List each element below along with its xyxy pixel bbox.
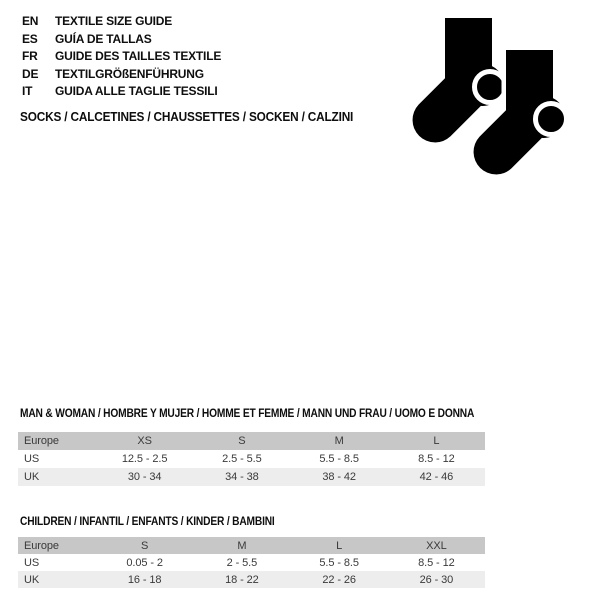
column-header: XS [137,435,152,447]
table-children-section [18,512,485,588]
table-children-title [20,512,485,532]
size-cell: 26 - 30 [419,573,454,586]
size-cell: 0.05 - 2 [126,556,163,569]
size-cell: 5.5 - 8.5 [319,556,359,569]
table-man-woman-section [18,404,485,486]
category-title [20,108,386,126]
language-label: GUIDE DES TAILLES TEXTILE [55,49,222,64]
size-cell: 2 - 5.5 [226,556,258,569]
category-title-text: SOCKS / CALCETINES / CHAUSSETTES / SOCKEN / CALZINI [20,109,354,124]
column-header: L [433,435,440,447]
size-cell: 8.5 - 12 [418,556,455,569]
table-man-woman-title [20,404,485,424]
table-header-row [18,432,485,450]
language-label: GUÍA DE TALLAS [55,31,152,46]
size-cell: 30 - 34 [127,471,162,483]
table-header-row [18,537,485,554]
language-row-de [22,66,221,84]
column-header: M [237,539,247,552]
size-cell: 22 - 26 [322,573,356,586]
size-cell: 34 - 38 [225,471,259,483]
size-cell: 38 - 42 [322,471,356,483]
size-cell: 5.5 - 8.5 [319,453,359,465]
region-cell: UK [24,573,40,586]
socks-icon-svg [395,5,580,185]
language-row-en [22,13,221,31]
region-cell: US [24,453,40,465]
column-header: Europe [24,435,59,447]
size-cell: 2.5 - 5.5 [222,453,262,465]
language-code: FR [22,49,38,64]
region-cell: US [24,556,40,569]
table-row [18,450,485,468]
language-row-fr [22,48,221,66]
size-cell: 42 - 46 [419,471,454,483]
table-row [18,554,485,571]
table-man-woman-title-text: MAN & WOMAN / HOMBRE Y MUJER / HOMME ET FEMME / MANN UND FRAU / UOMO E DONNA [20,406,475,420]
socks-icon [395,5,580,185]
language-label: TEXTILE SIZE GUIDE [55,14,173,28]
language-code: EN [22,14,39,28]
language-list [22,13,221,101]
table-man-woman [18,432,485,486]
table-row [18,468,485,486]
column-header: S [141,539,149,552]
size-cell: 8.5 - 12 [418,453,455,465]
size-cell: 18 - 22 [225,573,259,586]
language-code: IT [22,84,33,99]
column-header: Europe [24,539,59,552]
language-row-es [22,31,221,49]
column-header: M [334,435,344,447]
table-row [18,571,485,588]
size-cell: 12.5 - 2.5 [121,453,168,465]
region-cell: UK [24,471,40,483]
language-code: ES [22,31,38,46]
size-cell: 16 - 18 [127,573,162,586]
column-header: L [336,539,343,552]
table-children [18,537,485,588]
column-header: S [238,435,246,447]
language-row-it [22,83,221,101]
language-label: GUIDA ALLE TAGLIE TESSILI [55,84,218,99]
table-children-title-text: CHILDREN / INFANTIL / ENFANTS / KINDER / BAMBINI [20,514,275,528]
column-header: XXL [426,539,447,552]
language-code: DE [22,66,39,81]
language-label: TEXTILGRÖßENFÜHRUNG [55,66,204,81]
